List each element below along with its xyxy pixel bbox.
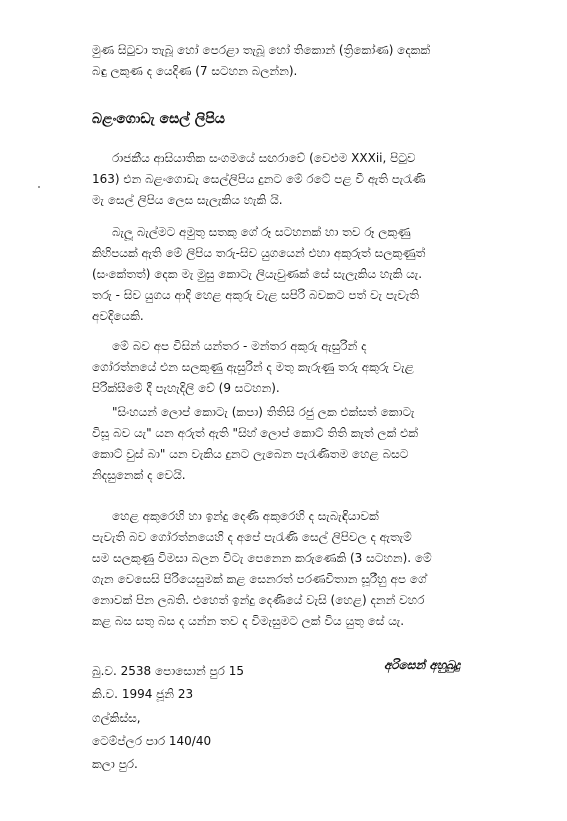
paragraph-line: විසූ බව යැ" යන අරුත් ඇති "සිහ් ලොප් කොට් තිති කැත් ලක් එක්	[92, 426, 419, 440]
paragraph-4	[92, 402, 492, 486]
paragraph-3	[92, 336, 492, 399]
margin-mark	[38, 186, 40, 188]
section-heading: බළංගොඩැ සෙල් ලිපිය	[92, 111, 225, 127]
paragraph-line: 163) එන බළංගොඩැ සෙල්ලිපිය දුනට මේ රටේ පළ වී ඇති පැරැණි	[92, 172, 426, 186]
paragraph-line: ගෝරත්නයේ එන සලකුණු ඇසුරින් ද මතු කැරුණු තරු අකුරු වැළ	[92, 360, 414, 374]
author-signature: අරිසෙන් අහුබුදු	[384, 658, 461, 672]
paragraph-5	[92, 506, 492, 632]
address-line: කලා පුර.	[92, 757, 138, 771]
paragraph-line: කිහිපයක් ඇති මේ ලිපිය තරු-සිව යුගයෙන් එහා අකුරුත් සලකුණුත්	[92, 246, 426, 260]
paragraph-line: ගැන වෙසෙසි පිරියෙසුමක් කළ සෙනරත් පරණවිතාන සූරීහු අප ගේ	[92, 572, 427, 586]
address-line: ගල්කිස්ස,	[92, 711, 141, 725]
paragraph-1	[92, 148, 492, 211]
date-common-era: කි.ව. 1994 ජූනි 23	[92, 687, 194, 701]
paragraph-line: බැලූ බැල්මට අමුතු සතකු ගේ රූ සටහනක් හා තව රූ ලකුණු	[112, 225, 411, 239]
paragraph-line: පිරික්සීමේ දී පැහැදිලි වේ (9 සටහන).	[92, 381, 280, 395]
paragraph-line: පැවැති බව ගෝරත්නයෙහි ද අපේ පැරැණි සෙල් ලිපිවල ද ඇතැම්	[92, 530, 412, 544]
paragraph-line: මේ බව අප විසින් යන්තර - මන්තර අකුරු ඇසුරින් ද	[112, 339, 367, 353]
paragraph-line: කොට් වුස් බා" යන වැකිය දුනට ලැබෙන පැරැණිතම හෙළ බසට	[92, 447, 409, 461]
signoff-dates	[92, 660, 244, 706]
address-line: ටෙම්ප්ලර පාර 140/40	[92, 734, 212, 748]
paragraph-line: රාජකීය ආසියාතික සංගමයේ සඟරාවේ (වෙළුම XXXii, පිටුව	[112, 151, 416, 165]
paragraph-line: නොවක් පින ලබති. එහෙත් ඉන්දු දෙණියේ වැසි (හෙළ) දනන් වහර	[92, 593, 425, 607]
paragraph-line: (සංකේතත්) දෙක මැ මුසු කොටැ ලියැවුණක් සේ සැලැකිය හැකි යැ.	[92, 267, 423, 281]
intro-paragraph	[92, 40, 492, 82]
intro-line: මුණ සිටුවා තැබූ හෝ පෙරළා තැබූ හෝ තිකොන් (ත්‍රිකෝණ) දෙකක්	[92, 43, 431, 57]
date-buddhist-era: බු.ව. 2538 පොසොන් පුර 15	[92, 664, 245, 678]
paragraph-line: අවදියෙකි.	[92, 309, 144, 323]
paragraph-2	[92, 222, 492, 327]
address-block	[92, 707, 211, 776]
paragraph-line: සම සලකුණු විමසා බලන විටැ පෙනෙන කරුණෙකි (3 සටහන). මේ	[92, 551, 432, 565]
paragraph-line: මැ සෙල් ලිපිය ලෙස සැලැකිය හැකි යි.	[92, 193, 283, 207]
paragraph-line: නිදසුනෙක් ද වෙයි.	[92, 468, 186, 482]
paragraph-line: "සිංහයන් ලොප් කොටැ (කපා) තිතිසි රජු ලක එක්සත් කොටැ	[112, 405, 415, 419]
paragraph-line: හෙළ අකුරෙහි හා ඉන්දු දෙණි අකුරෙහි ද සැබැඳියාවක්	[112, 509, 379, 523]
intro-line: බඳු ලකුණ ද යෙදිණ (7 සටහන බලන්න).	[92, 64, 298, 78]
paragraph-line: කළ බස සතු බස ද යන්න තව ද විමැසුමට ලක් විය යුතු සේ යැ.	[92, 614, 405, 628]
paragraph-line: තරු - සිව යුගය ආදි හෙළ අකුරු වැළ සපිරි බවකට පත් වැ පැවැති	[92, 288, 420, 302]
